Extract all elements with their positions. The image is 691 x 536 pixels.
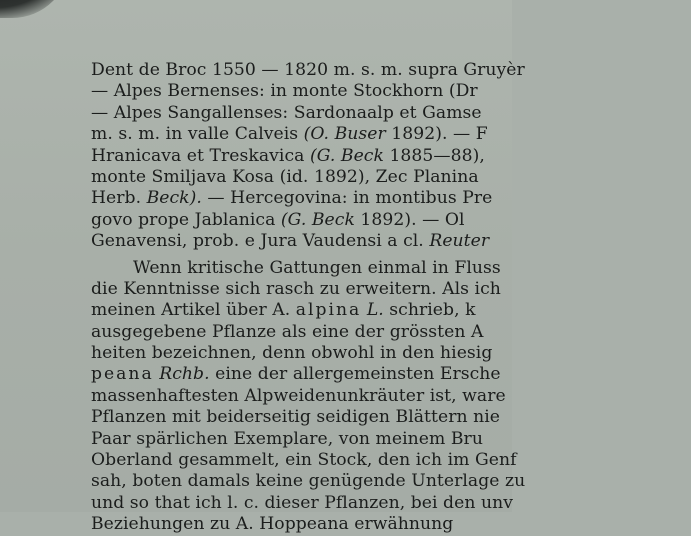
text-run: ausgegebene Pflanze als eine der grössten A (91, 321, 484, 342)
text-line (91, 364, 691, 385)
text-run: Dent de Broc 1550 — 1820 m. s. m. supra Gruyèr (91, 60, 525, 80)
text-run: sah, boten damals keine genügende Unterlage zu (91, 471, 526, 492)
text-run: — Alpes Bernenses: in monte Stockhorn (Dr (91, 81, 478, 102)
text-run: Pflanzen mit beiderseitig seidigen Blättern nie (91, 407, 500, 428)
spaced-species-name: peana (91, 364, 154, 385)
text-line (91, 124, 691, 145)
text-line (91, 514, 691, 535)
text-line (91, 60, 691, 81)
text-line (91, 343, 691, 364)
text-run: govo prope Jablanica (91, 209, 281, 230)
text-run: Wenn kritische Gattungen einmal in Fluss (133, 257, 501, 278)
text-run: Beziehungen zu A. Hoppeana erwähnung (91, 514, 454, 535)
text-line (91, 210, 691, 231)
text-line (91, 300, 691, 321)
text-run: meinen Artikel über A. (91, 300, 296, 321)
text-line (91, 146, 691, 167)
text-line (91, 450, 691, 471)
text-line (91, 429, 691, 450)
text-run: Oberland gesammelt, ein Stock, den ich im Genf (91, 450, 517, 471)
text-run: schrieb, k (383, 300, 476, 321)
text-run: 1892). — F (385, 124, 488, 145)
italic-citation: Beck). (146, 188, 202, 209)
text-run: eine der allergemeinsten Ersche (209, 364, 501, 385)
body-text (91, 60, 691, 536)
text-run: 1892). — Ol (354, 209, 465, 230)
text-run: Paar spärlichen Exemplare, von meinem Bru (91, 428, 483, 449)
text-run: die Kenntnisse sich rasch zu erweitern. Als ich (91, 278, 501, 299)
text-line (91, 231, 691, 252)
text-run: Hranicava et Treskavica (91, 145, 310, 166)
text-run: Herb. (91, 188, 147, 209)
text-run: Genavensi, prob. e Jura Vaudensi a cl. (91, 231, 430, 252)
text-line (91, 258, 691, 279)
paragraph-locality-list (91, 60, 691, 253)
text-line (91, 81, 691, 102)
text-run: monte Smiljava Kosa (id. 1892), Zec Planina (91, 166, 479, 187)
text-run: — Alpes Sangallenses: Sardonaalp et Gamse (91, 102, 482, 123)
text-line (91, 279, 691, 300)
text-run: heiten bezeichnen, denn obwohl in den hiesig (91, 343, 493, 364)
text-run: — Hercegovina: in montibus Pre (201, 188, 493, 209)
italic-citation: (O. Buser (303, 124, 386, 145)
text-line (91, 103, 691, 124)
text-line (91, 167, 691, 188)
text-line (91, 386, 691, 407)
text-line (91, 322, 691, 343)
text-line (91, 188, 691, 209)
italic-citation: Reuter (429, 231, 490, 252)
text-line (91, 407, 691, 428)
text-run: massenhaftesten Alpweidenunkräuter ist, ware (91, 385, 506, 406)
italic-citation: (G. Beck (309, 145, 384, 166)
text-line (91, 471, 691, 492)
text-line (91, 493, 691, 514)
text-run: 1885—88), (383, 145, 485, 166)
italic-citation: Rchb. (159, 364, 210, 385)
text-run: m. s. m. in valle Calveis (91, 124, 304, 145)
italic-citation: L. (366, 300, 384, 321)
page-corner-shadow (0, 0, 70, 18)
paragraph-discussion (91, 258, 691, 536)
italic-citation: (G. Beck (280, 209, 355, 230)
spaced-species-name: alpina (295, 300, 362, 321)
text-run: und so that ich l. c. dieser Pflanzen, bei den unv (91, 492, 513, 513)
